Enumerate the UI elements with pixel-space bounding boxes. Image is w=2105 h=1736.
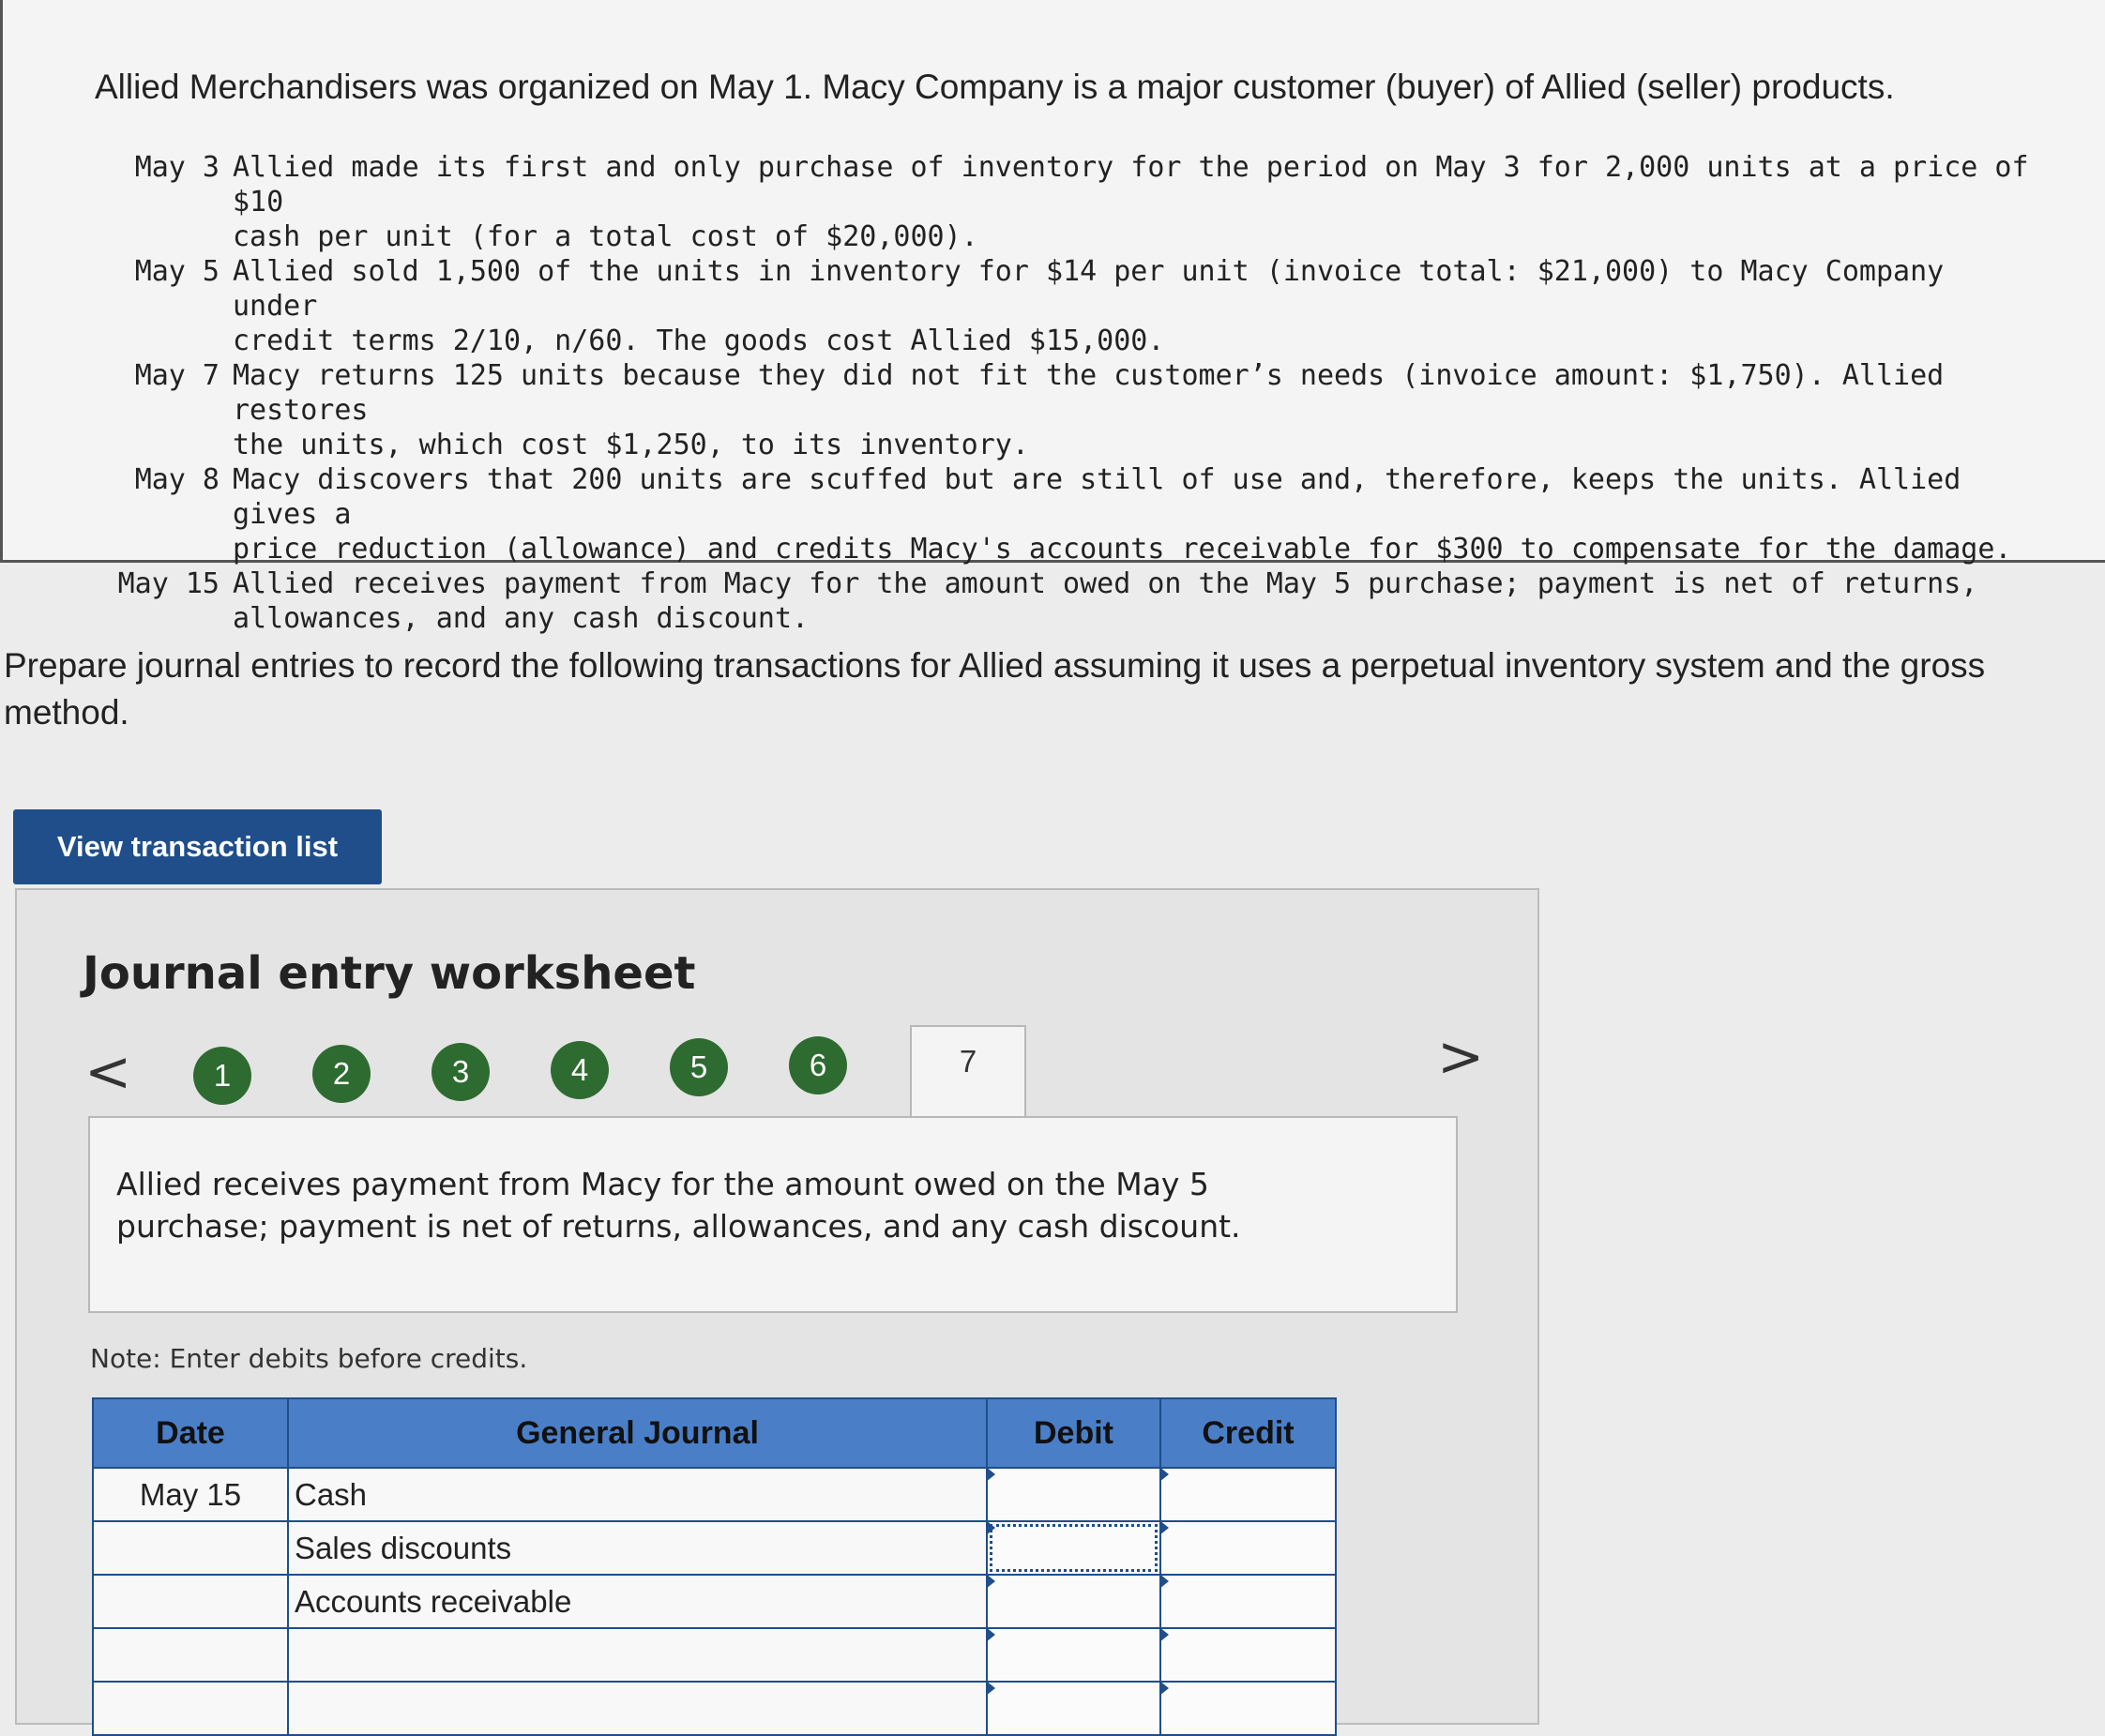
cell-marker-icon xyxy=(1159,1467,1169,1482)
date-cell[interactable] xyxy=(93,1628,288,1682)
step-2-button[interactable]: 2 xyxy=(312,1045,371,1103)
cell-marker-icon xyxy=(986,1467,995,1482)
cell-marker-icon xyxy=(986,1520,995,1535)
account-cell[interactable] xyxy=(288,1628,987,1682)
general-journal-table xyxy=(92,1397,1337,1736)
date-cell[interactable] xyxy=(93,1521,288,1575)
step-3-button[interactable]: 3 xyxy=(432,1043,490,1101)
credit-input[interactable] xyxy=(1160,1468,1336,1521)
credit-input[interactable] xyxy=(1160,1521,1336,1575)
account-cell[interactable]: Cash xyxy=(288,1468,987,1521)
transaction-text: Allied sold 1,500 of the units in inventory for $14 per unit (invoice total: $21,000) to Macy Company under credit terms 2/10, n/60. The goods cost Allied $15,000. xyxy=(233,255,1945,357)
transaction-row xyxy=(93,462,2044,566)
general-journal-column-header: General Journal xyxy=(288,1398,987,1468)
transaction-date: May 7 xyxy=(134,359,220,392)
transaction-list xyxy=(93,150,2044,636)
credit-input[interactable] xyxy=(1160,1575,1336,1628)
entry-note: Note: Enter debits before credits. xyxy=(90,1343,528,1374)
step-6-button[interactable]: 6 xyxy=(789,1036,847,1094)
cell-marker-icon xyxy=(1159,1681,1169,1696)
transaction-row xyxy=(93,358,2044,462)
debit-input[interactable] xyxy=(987,1628,1160,1682)
cell-marker-icon xyxy=(1159,1574,1169,1589)
cell-marker-icon xyxy=(986,1627,995,1642)
cell-marker-icon xyxy=(986,1574,995,1589)
transaction-date: May 8 xyxy=(134,463,220,496)
transaction-row xyxy=(93,566,2044,636)
credit-input[interactable] xyxy=(1160,1682,1336,1735)
next-arrow-icon[interactable]: > xyxy=(1437,1024,1485,1090)
transaction-text: Allied made its first and only purchase of inventory for the period on May 3 for 2,000 units at a price of $10 cash per unit (for a total cost of $20,000). xyxy=(233,151,2029,253)
debit-column-header: Debit xyxy=(987,1398,1160,1468)
credit-input[interactable] xyxy=(1160,1628,1336,1682)
journal-header-row xyxy=(93,1398,1336,1468)
transaction-date: May 3 xyxy=(134,151,220,184)
account-cell[interactable] xyxy=(288,1682,987,1735)
date-cell[interactable]: May 15 xyxy=(93,1468,288,1521)
transaction-row xyxy=(93,254,2044,358)
view-transaction-list-button[interactable]: View transaction list xyxy=(13,809,382,884)
credit-column-header: Credit xyxy=(1160,1398,1336,1468)
account-cell[interactable]: Sales discounts xyxy=(288,1521,987,1575)
problem-intro: Allied Merchandisers was organized on May 1. Macy Company is a major customer (buyer) of Allied (seller) products. xyxy=(95,68,1895,106)
journal-row xyxy=(93,1682,1336,1735)
transaction-text: Allied receives payment from Macy for the amount owed on the May 5 purchase; payment is net of returns, allowances, and any cash discount. xyxy=(233,567,1978,635)
transaction-text: Macy returns 125 units because they did not fit the customer’s needs (invoice amount: $1,750). Allied restores the units, which cost $1,250, to its inventory. xyxy=(233,359,1945,461)
transaction-description: Allied receives payment from Macy for the amount owed on the May 5 purchase; payment is net of returns, allowances, and any cash discount. xyxy=(116,1166,1241,1245)
journal-row xyxy=(93,1468,1336,1521)
transaction-date: May 5 xyxy=(134,255,220,288)
debit-input[interactable] xyxy=(987,1575,1160,1628)
debit-input[interactable] xyxy=(987,1468,1160,1521)
debit-input[interactable] xyxy=(987,1521,1160,1575)
date-column-header: Date xyxy=(93,1398,288,1468)
step-4-button[interactable]: 4 xyxy=(551,1041,609,1099)
prev-arrow-icon[interactable]: < xyxy=(84,1039,132,1105)
transaction-date: May 15 xyxy=(117,567,220,600)
step-5-button[interactable]: 5 xyxy=(670,1038,728,1096)
cell-marker-icon xyxy=(1159,1520,1169,1535)
cell-marker-icon xyxy=(986,1681,995,1696)
transaction-row xyxy=(93,150,2044,254)
step-7-tab[interactable]: 7 xyxy=(910,1025,1026,1119)
transaction-text: Macy discovers that 200 units are scuffed but are still of use and, therefore, keeps the units. Allied gives a price reduction (allowance) and credits Macy's accounts receivable for $300 to compensate for the damage. xyxy=(233,463,2012,566)
journal-row xyxy=(93,1575,1336,1628)
journal-row xyxy=(93,1521,1336,1575)
debit-input[interactable] xyxy=(987,1682,1160,1735)
date-cell[interactable] xyxy=(93,1575,288,1628)
account-cell[interactable]: Accounts receivable xyxy=(288,1575,987,1628)
cell-marker-icon xyxy=(1159,1627,1169,1642)
date-cell[interactable] xyxy=(93,1682,288,1735)
problem-statement xyxy=(0,0,2105,635)
journal-row xyxy=(93,1628,1336,1682)
step-1-button[interactable]: 1 xyxy=(193,1047,251,1105)
instruction-text: Prepare journal entries to record the following transactions for Allied assuming it uses a perpetual inventory system and the gross method. xyxy=(4,646,1986,732)
worksheet-title: Journal entry worksheet xyxy=(83,947,696,1000)
